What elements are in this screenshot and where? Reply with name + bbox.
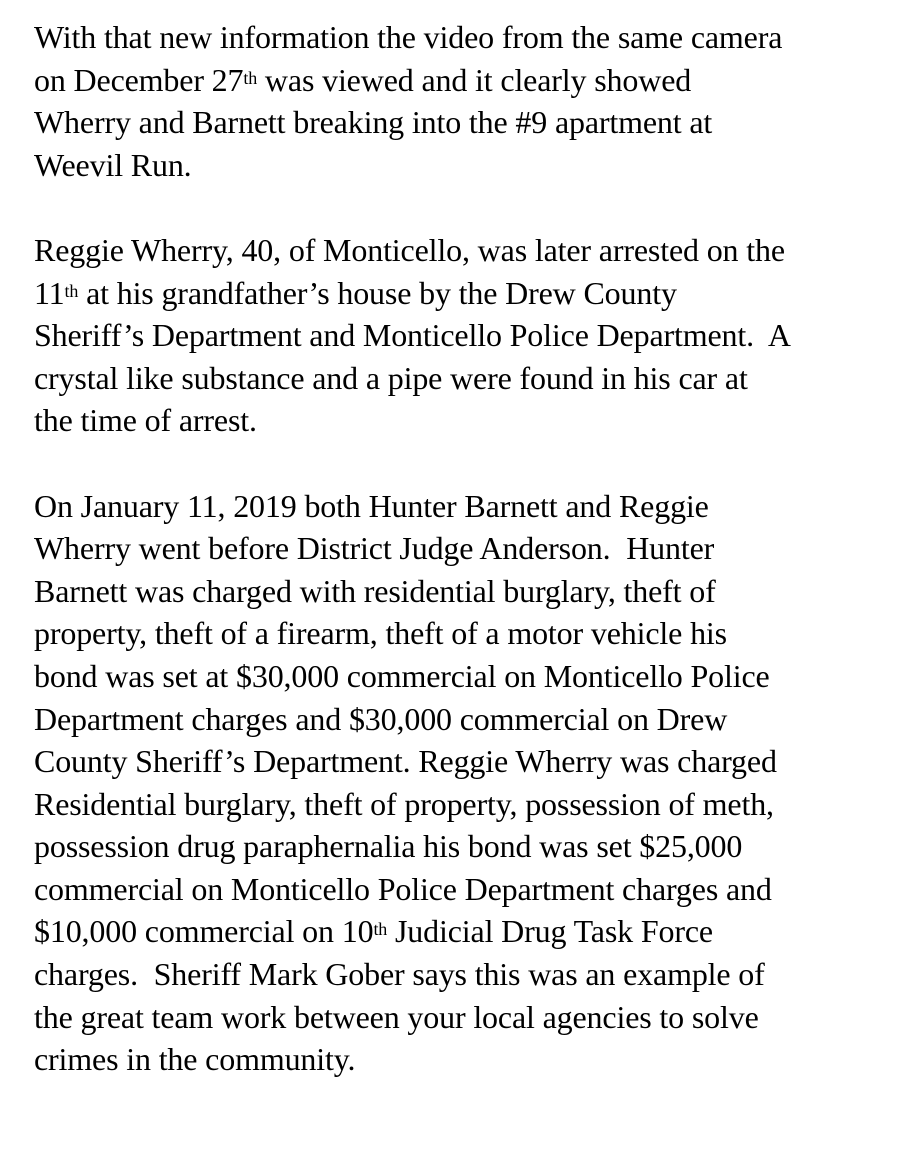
line-text: Judicial Drug Task Force — [387, 913, 713, 950]
text-line — [34, 910, 914, 953]
text-line — [34, 996, 914, 1039]
text-line — [34, 825, 914, 868]
document-body — [34, 16, 914, 1123]
paragraph-court-charges — [34, 485, 914, 1081]
ordinal-superscript: th — [373, 919, 388, 940]
line-text: crimes in the community. — [34, 1041, 356, 1078]
line-text: On January 11, 2019 both Hunter Barnett and Reggie — [34, 487, 709, 524]
text-line — [34, 612, 914, 655]
text-line — [34, 1038, 914, 1081]
text-line — [34, 16, 914, 59]
line-text: With that new information the video from the same camera — [34, 19, 783, 55]
line-text: property, theft of a firearm, theft of a motor vehicle his — [34, 615, 727, 652]
line-text: commercial on Monticello Police Department charges and — [34, 870, 772, 907]
line-text: Reggie Wherry, 40, of Monticello, was later arrested on the — [34, 231, 785, 268]
text-line — [34, 655, 914, 698]
text-line — [34, 59, 914, 102]
text-line — [34, 527, 914, 570]
text-line — [34, 485, 914, 528]
line-text: charges. Sheriff Mark Gober says this was an example of — [34, 956, 765, 993]
line-text: possession drug paraphernalia his bond was set $25,000 — [34, 828, 743, 865]
line-text: on December 27 — [34, 61, 244, 98]
text-line — [34, 868, 914, 911]
line-text: the great team work between your local agencies to solve — [34, 998, 759, 1035]
text-line — [34, 570, 914, 613]
text-line — [34, 314, 914, 357]
line-text: Sheriff’s Department and Monticello Police Department. A — [34, 317, 791, 354]
text-line — [34, 101, 914, 144]
line-text: 11 — [34, 274, 65, 311]
text-line — [34, 144, 914, 187]
ordinal-superscript: th — [243, 67, 258, 88]
line-text: Department charges and $30,000 commercial on Drew — [34, 700, 728, 737]
text-line — [34, 953, 914, 996]
text-line — [34, 272, 914, 315]
line-text: crystal like substance and a pipe were found in his car at — [34, 359, 748, 396]
text-line — [34, 783, 914, 826]
line-text: Wherry and Barnett breaking into the #9 apartment at — [34, 104, 713, 141]
line-text: Barnett was charged with residential burglary, theft of — [34, 572, 716, 609]
text-line — [34, 229, 914, 272]
text-line — [34, 357, 914, 400]
paragraph-video-evidence — [34, 16, 914, 186]
line-text: at his grandfather’s house by the Drew County — [78, 274, 677, 311]
line-text: County Sheriff’s Department. Reggie Wherry was charged — [34, 743, 777, 780]
line-text: Wherry went before District Judge Anderson. Hunter — [34, 530, 715, 567]
line-text: the time of arrest. — [34, 402, 257, 439]
line-text: bond was set at $30,000 commercial on Monticello Police — [34, 657, 770, 694]
line-text: $10,000 commercial on 10 — [34, 913, 374, 950]
paragraph-arrest — [34, 229, 914, 442]
line-text: Weevil Run. — [34, 146, 192, 183]
text-line — [34, 399, 914, 442]
text-line — [34, 698, 914, 741]
text-line — [34, 740, 914, 783]
line-text: Residential burglary, theft of property, possession of meth, — [34, 785, 774, 822]
line-text: was viewed and it clearly showed — [257, 61, 692, 98]
ordinal-superscript: th — [64, 280, 79, 301]
